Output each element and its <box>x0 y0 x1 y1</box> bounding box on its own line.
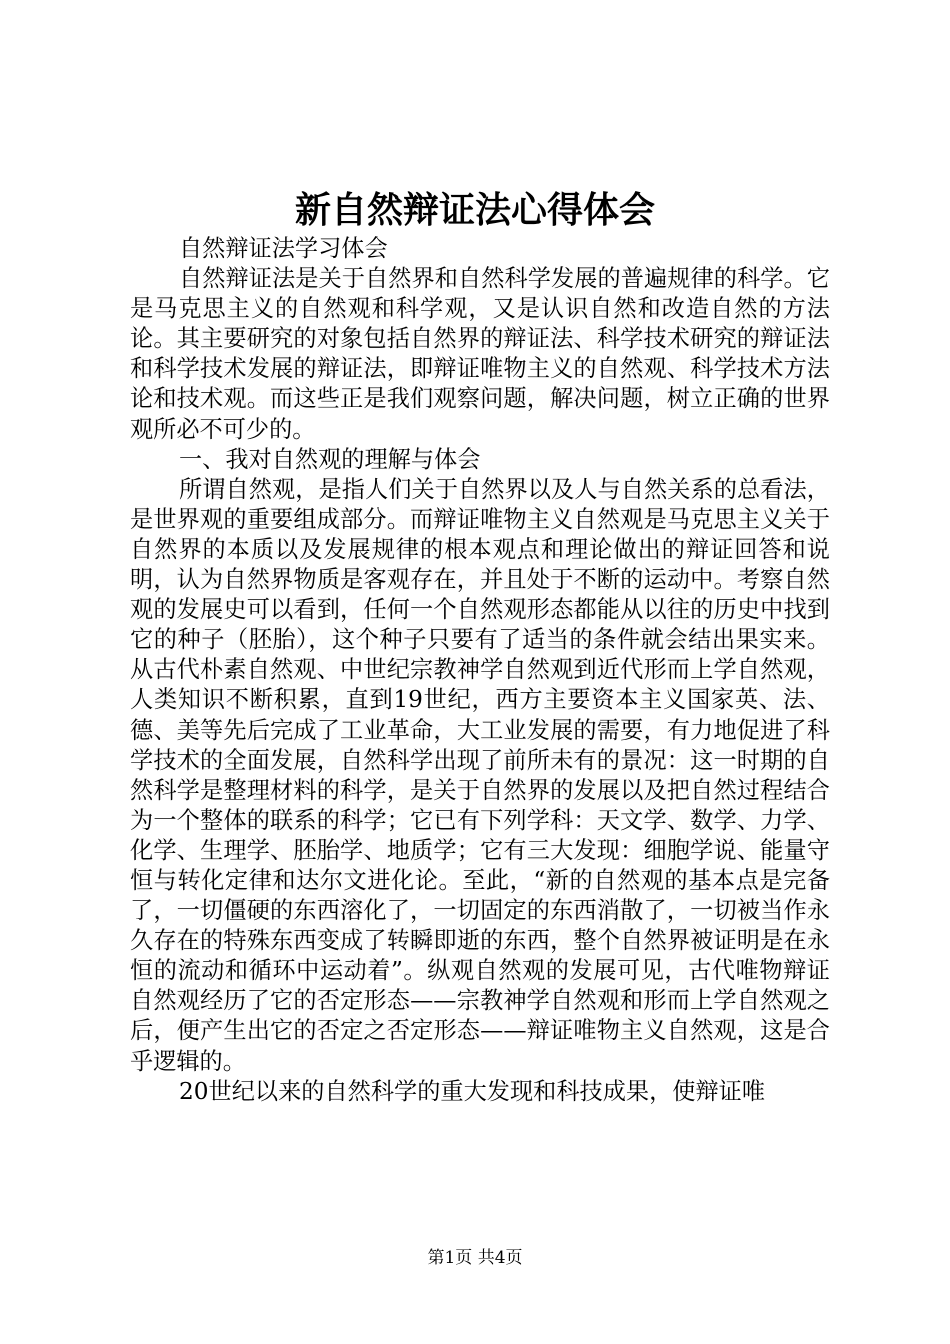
paragraph-continued: 20世纪以来的自然科学的重大发现和科技成果，使辩证唯 <box>179 1077 766 1105</box>
page-footer: 第1页 共4页 <box>427 1248 523 1268</box>
section-heading: 一、我对自然观的理解与体会 <box>179 445 481 473</box>
page-title: 新自然辩证法心得体会 <box>294 189 655 231</box>
paragraph-nature-view: 所谓自然观，是指人们关于自然界以及人与自然关系的总看法，是世界观的重要组成部分。而辩证唯物主义自然观是马克思主义关于自然界的本质以及发展规律的根本观点和理论做出的辩证回答和说明，认为自然界物质是客观存在，并且处于不断的运动中。考察自然观的发展史可以看到，任何一个自然观形态都能从以往的历史中找到它的种子（胚胎），这个种子只要有了适当的条件就会结出果实来。从古代朴素自然观、中世纪宗教神学自然观到近代形而上学自然观，人类知识不断积累，直到19世纪，西方主要资本主义国家英、法、德、美等先后完成了工业革命，大工业发展的需要，有力地促进了科学技术的全面发展，自然科学出现了前所未有的景况：这一时期的自然科学是整理材料的科学，是关于自然界的发展以及把自然过程结合为一个整体的联系的科学；它已有下列学科：天文学、数学、力学、化学、生理学、胚胎学、地质学；它有三大发现：细胞学说、能量守恒与转化定律和达尔文进化论。至此，“新的自然观的基本点是完备了，一切僵硬的东西溶化了，一切固定的东西消散了，一切被当作永久存在的特殊东西变成了转瞬即逝的东西，整个自然界被证明是在永恒的流动和循环中运动着”。纵观自然观的发展可见，古代唯物辩证自然观经历了它的否定形态——宗教神学自然观和形而上学自然观之后，便产生出它的否定之否定形态——辩证唯物主义自然观，这是合乎逻辑的。 <box>130 475 830 1075</box>
paragraph-intro: 自然辩证法是关于自然界和自然科学发展的普遍规律的科学。它是马克思主义的自然观和科学观，又是认识自然和改造自然的方法论。其主要研究的对象包括自然界的辩证法、科学技术研究的辩证法和科学技术发展的辩证法，即辩证唯物主义的自然观、科学技术方法论和技术观。而这些正是我们观察问题，解决问题，树立正确的世界观所必不可少的。 <box>130 265 830 443</box>
document-body <box>130 234 830 1107</box>
paragraph-subtitle: 自然辩证法学习体会 <box>179 235 388 262</box>
